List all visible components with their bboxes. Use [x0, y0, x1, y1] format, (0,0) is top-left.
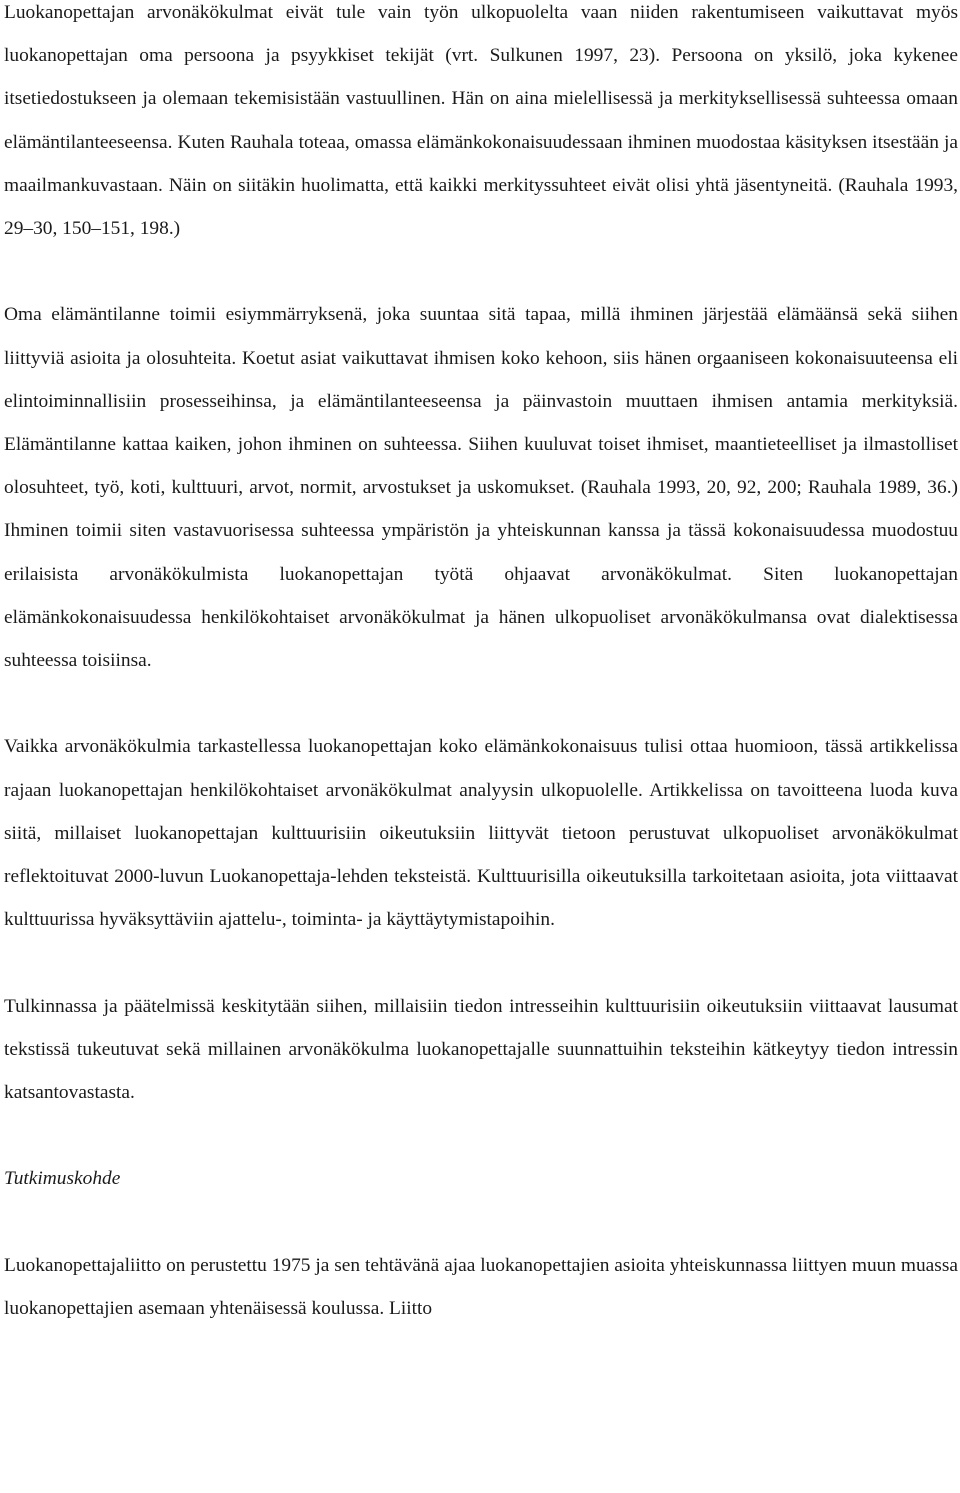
paragraph-tutkimuskohde: Luokanopettajaliitto on perustettu 1975 ja sen tehtävänä ajaa luokanopettajien asioita yhteiskunnassa liittyen muun muassa luokanopettajien asemaan yhtenäisessä koulussa. Liitto — [4, 1254, 958, 1320]
paragraph-elamantilanne: Oma elämäntilanne toimii esiymmärryksenä, joka suuntaa sitä tapaa, millä ihminen järjestää elämäänsä sekä siihen liittyviä asioita ja olosuhteita. Koetut asiat vaikuttavat ihmisen koko kehoon, siis hänen orgaaniseen kokonaisuuteensa eli elintoiminnallisiin prosesseihinsa, ja elämäntilanteeseensa ja päinvastoin muuttaen ihmisen antamia merkityksiä. Elämäntilanne kattaa kaiken, johon ihminen on suhteessa. Siihen kuuluvat toiset ihmiset, maantieteelliset ja ilmastolliset olosuhteet, työ, koti, kulttuuri, arvot, normit, arvostukset ja uskomukset. (Rauhala 1993, 20, 92, 200; Rauhala 1989, 36.) Ihminen toimii siten vastavuorisessa suhteessa ympäristön ja yhteiskunnan kanssa ja tässä kokonaisuudessa muodostuu erilaisista arvonäkökulmista luokanopettajan työtä ohjaavat arvonäkökulmat. Siten luokanopettajan elämänkokonaisuudessa henkilökohtaiset arvonäkökulmat ja hänen ulkopuoliset arvonäkökulmansa ovat dialektisessa suhteessa toisiinsa. — [4, 304, 958, 672]
paragraph-rajaus: Vaikka arvonäkökulmia tarkastellessa luokanopettajan koko elämänkokonaisuus tulisi ottaa huomioon, tässä artikkelissa rajaan luokanopettajan henkilökohtaiset arvonäkökulmat analyysin ulkopuolelle. Artikkelissa on tavoitteena luoda kuva siitä, millaiset luokanopettajan kulttuurisiin oikeutuksiin liittyvät tietoon perustuvat ulkopuoliset arvonäkökulmat reflektoituvat 2000-luvun Luokanopettaja-lehden teksteistä. Kulttuurisilla oikeutuksilla tarkoitetaan asioita, jota viittaavat kulttuurissa hyväksyttäviin ajattelu-, toiminta- ja käyttäytymistapoihin. — [4, 736, 958, 931]
paragraph-tulkinta: Tulkinnassa ja päätelmissä keskitytään siihen, millaisiin tiedon intresseihin kulttuurisiin oikeutuksiin viittaavat lausumat tekstissä tukeutuvat sekä millainen arvonäkökulma luokanopettajalle suunnattuihin teksteihin kätkeytyy tiedon intressin katsantovastasta. — [4, 995, 958, 1104]
document-page — [4, 0, 958, 1330]
section-heading: Tutkimuskohde — [4, 1168, 121, 1190]
paragraph-persoona: Luokanopettajan arvonäkökulmat eivät tule vain työn ulkopuolelta vaan niiden rakentumiseen vaikuttavat myös luokanopettajan oma persoona ja psyykkiset tekijät (vrt. Sulkunen 1997, 23). Persoona on yksilö, joka kykenee itsetiedostukseen ja olemaan tekemisistään vastuullinen. Hän on aina mielellisessä ja merkityksellisessä suhteessa omaan elämäntilanteeseensa. Kuten Rauhala toteaa, omassa elämänkokonaisuudessaan ihminen muodostaa käsityksen itsestään ja maailmankuvastaan. Näin on siitäkin huolimatta, että kaikki merkityssuhteet eivät olisi yhtä jäsentyneitä. (Rauhala 1993, 29–30, 150–151, 198.) — [4, 2, 958, 240]
